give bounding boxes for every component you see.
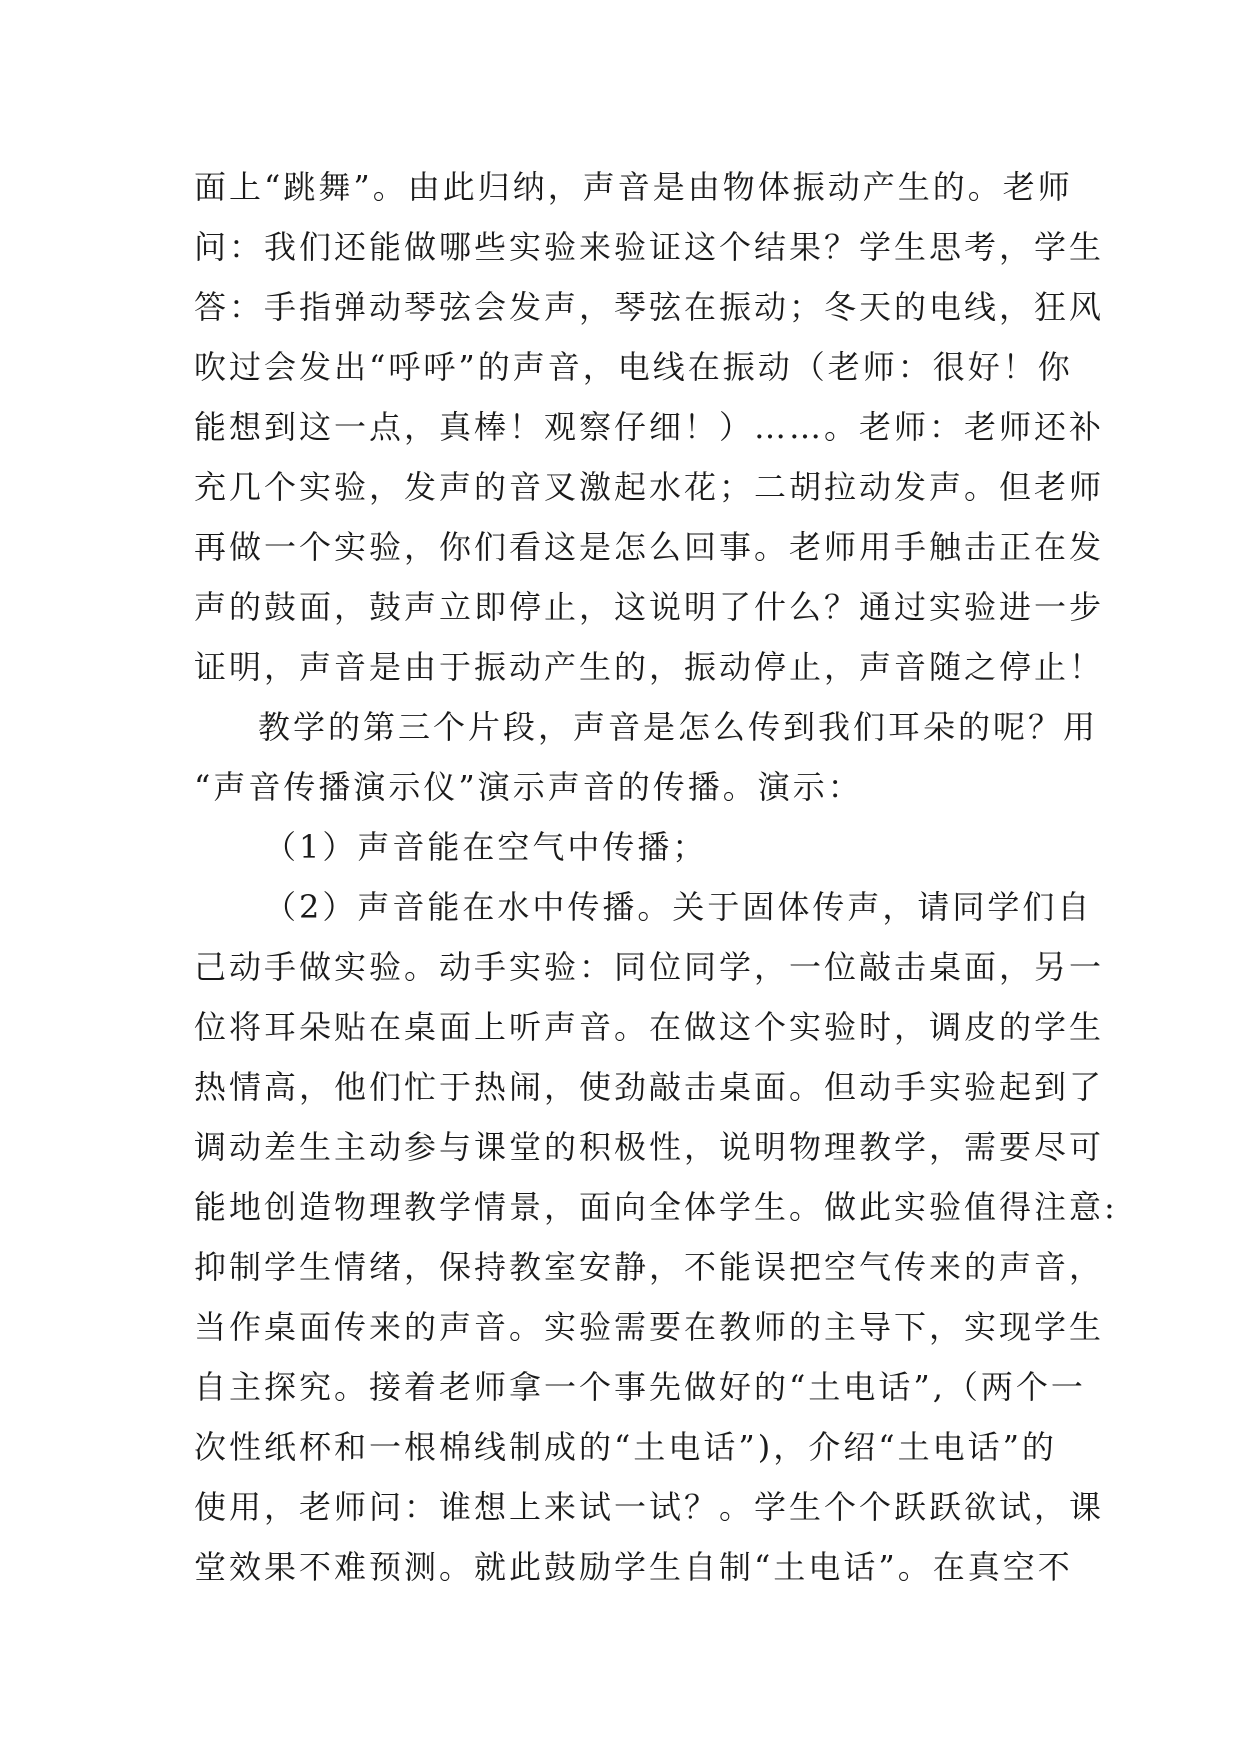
text-line: 证明，声音是由于振动产生的，振动停止，声音随之停止！ bbox=[194, 648, 1105, 686]
body-text bbox=[194, 157, 1118, 1597]
text-line: 问：我们还能做哪些实验来验证这个结果？学生思考，学生 bbox=[194, 228, 1105, 266]
text-line: 抑制学生情绪，保持教室安静，不能误把空气传来的声音， bbox=[194, 1248, 1105, 1286]
text-line: 自主探究。接着老师拿一个事先做好的“土电话”,（两个一 bbox=[194, 1368, 1086, 1406]
paragraph-start-line: 教学的第三个片段，声音是怎么传到我们耳朵的呢？用 bbox=[258, 708, 1099, 746]
list-item: （1）声音能在空气中传播； bbox=[264, 828, 708, 866]
text-line: 使用，老师问：谁想上来试一试？。学生个个跃跃欲试，课 bbox=[194, 1488, 1105, 1526]
text-line: 调动差生主动参与课堂的积极性，说明物理教学，需要尽可 bbox=[194, 1128, 1105, 1166]
text-line: 己动手做实验。动手实验：同位同学，一位敲击桌面，另一 bbox=[194, 948, 1105, 986]
text-line: 当作桌面传来的声音。实验需要在教师的主导下，实现学生 bbox=[194, 1308, 1105, 1346]
text-line: 吹过会发出“呼呼”的声音，电线在振动（老师：很好！你 bbox=[194, 348, 1073, 386]
text-line: 答：手指弹动琴弦会发声，琴弦在振动；冬天的电线，狂风 bbox=[194, 288, 1105, 326]
text-line: 次性纸杯和一根棉线制成的“土电话”)，介绍“土电话”的 bbox=[194, 1428, 1057, 1466]
text-line: 能想到这一点，真棒！观察仔细！）……。老师：老师还补 bbox=[194, 408, 1105, 446]
text-line: 堂效果不难预测。就此鼓励学生自制“土电话”。在真空不 bbox=[194, 1548, 1073, 1586]
text-line: 热情高，他们忙于热闹，使劲敲击桌面。但动手实验起到了 bbox=[194, 1068, 1105, 1106]
text-line: 充几个实验，发声的音叉激起水花；二胡拉动发声。但老师 bbox=[194, 468, 1105, 506]
text-line: 能地创造物理教学情景，面向全体学生。做此实验值得注意: bbox=[194, 1188, 1118, 1226]
text-line: 再做一个实验，你们看这是怎么回事。老师用手触击正在发 bbox=[194, 528, 1105, 566]
text-line: 声的鼓面，鼓声立即停止，这说明了什么？通过实验进一步 bbox=[194, 588, 1105, 626]
text-line: 面上“跳舞”。由此归纳，声音是由物体振动产生的。老师 bbox=[194, 168, 1073, 206]
text-line: “声音传播演示仪”演示声音的传播。演示： bbox=[194, 768, 863, 806]
text-line: 位将耳朵贴在桌面上听声音。在做这个实验时，调皮的学生 bbox=[194, 1008, 1105, 1046]
list-item: （2）声音能在水中传播。关于固体传声，请同学们自 bbox=[264, 888, 1093, 926]
